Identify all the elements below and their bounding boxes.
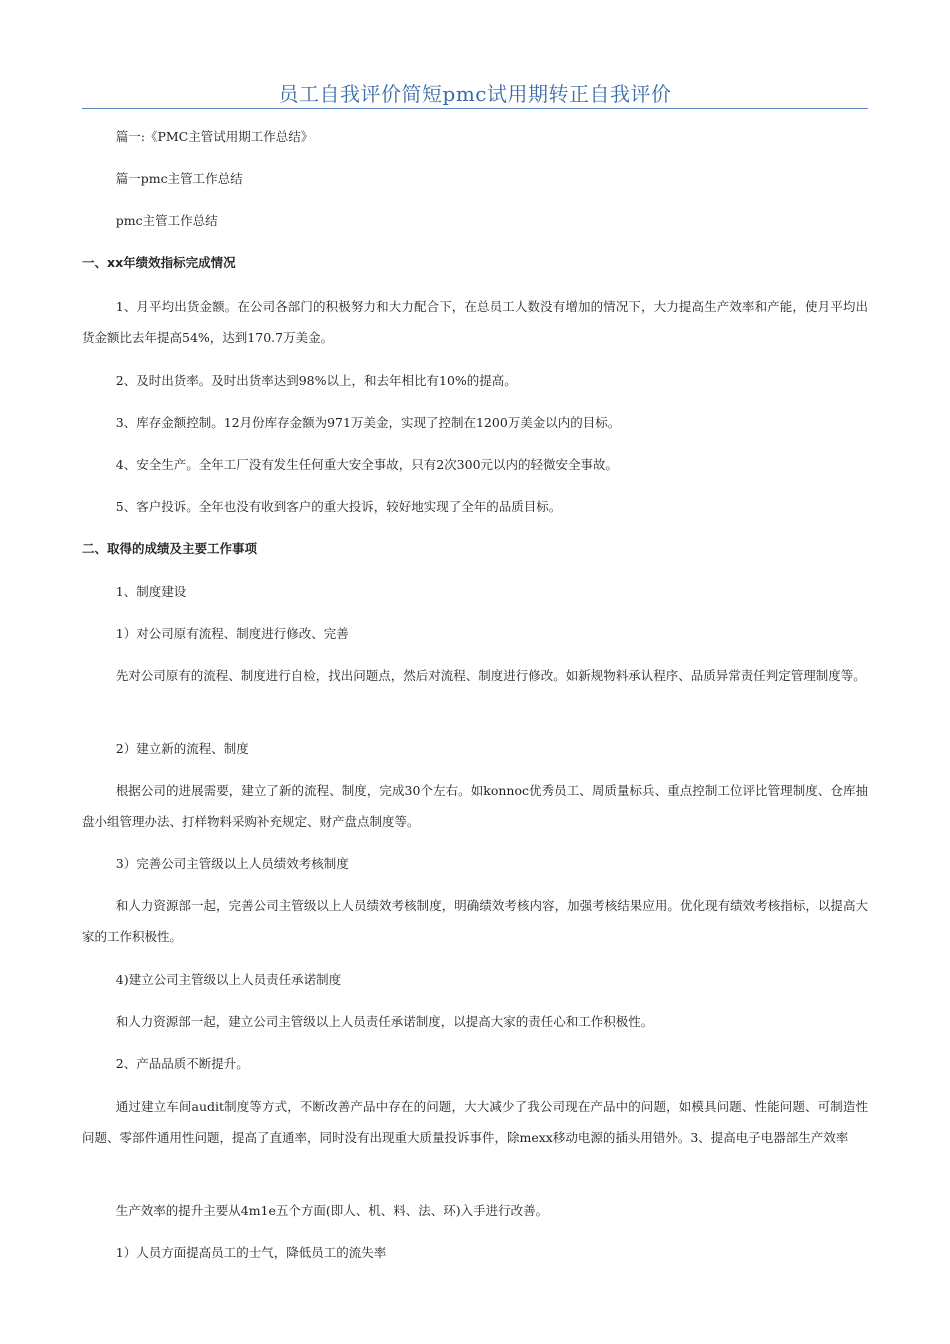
title-underline: [82, 108, 868, 109]
paragraph: 和人力资源部一起，完善公司主管级以上人员绩效考核制度，明确绩效考核内容，加强考核结果应用。优化现有绩效考核指标，以提高大家的工作积极性。: [82, 898, 868, 944]
paragraph: 2、及时出货率。及时出货率达到98%以上，和去年相比有10%的提高。: [115, 373, 517, 388]
section-heading: 二、取得的成绩及主要工作事项: [82, 541, 258, 556]
paragraph: 5、客户投诉。全年也没有收到客户的重大投诉，较好地实现了全年的品质目标。: [115, 499, 562, 514]
paragraph: 通过建立车间audit制度等方式，不断改善产品中存在的问题，大大减少了我公司现在产品中的问题，如模具问题、性能问题、可制造性问题、零部件通用性问题，提高了直通率，同时没有出现重大质量投诉事件，除mexx移动电源的插头用错外。3、提高电子电器部生产效率: [82, 1099, 868, 1145]
paragraph: pmc主管工作总结: [115, 213, 218, 228]
paragraph: 3）完善公司主管级以上人员绩效考核制度: [115, 856, 349, 871]
paragraph: 1、制度建设: [115, 584, 187, 599]
paragraph: 3、库存金额控制。12月份库存金额为971万美金，实现了控制在1200万美金以内的目标。: [115, 415, 621, 430]
paragraph: 1、月平均出货金额。在公司各部门的积极努力和大力配合下，在总员工人数没有增加的情况下，大力提高生产效率和产能，使月平均出货金额比去年提高54%，达到170.7万美金。: [82, 299, 868, 345]
paragraph: 4)建立公司主管级以上人员责任承诺制度: [115, 972, 342, 987]
paragraph: 1）人员方面提高员工的士气，降低员工的流失率: [115, 1245, 387, 1260]
paragraph: 和人力资源部一起，建立公司主管级以上人员责任承诺制度，以提高大家的责任心和工作积极性。: [115, 1014, 654, 1029]
section-heading: 一、xx年绩效指标完成情况: [82, 255, 236, 270]
paragraph: 1）对公司原有流程、制度进行修改、完善: [115, 626, 349, 641]
paragraph: 篇一:《PMC主管试用期工作总结》: [115, 129, 314, 144]
document-title: 员工自我评价简短pmc试用期转正自我评价: [278, 82, 672, 106]
paragraph: 先对公司原有的流程、制度进行自检，找出问题点，然后对流程、制度进行修改。如新规物料承认程序、品质异常责任判定管理制度等。: [115, 668, 866, 683]
paragraph: 生产效率的提升主要从4m1e五个方面(即人、机、料、法、环)入手进行改善。: [115, 1203, 549, 1218]
paragraph: 2、产品品质不断提升。: [115, 1056, 249, 1071]
paragraph: 4、安全生产。全年工厂没有发生任何重大安全事故，只有2次300元以内的轻微安全事故。: [115, 457, 619, 472]
paragraph: 根据公司的进展需要，建立了新的流程、制度，完成30个左右。如konnoc优秀员工、周质量标兵、重点控制工位评比管理制度、仓库抽盘小组管理办法、打样物料采购补充规定、财产盘点制度等。: [82, 783, 868, 829]
paragraph: 2）建立新的流程、制度: [115, 741, 249, 756]
paragraph: 篇一pmc主管工作总结: [115, 171, 243, 186]
